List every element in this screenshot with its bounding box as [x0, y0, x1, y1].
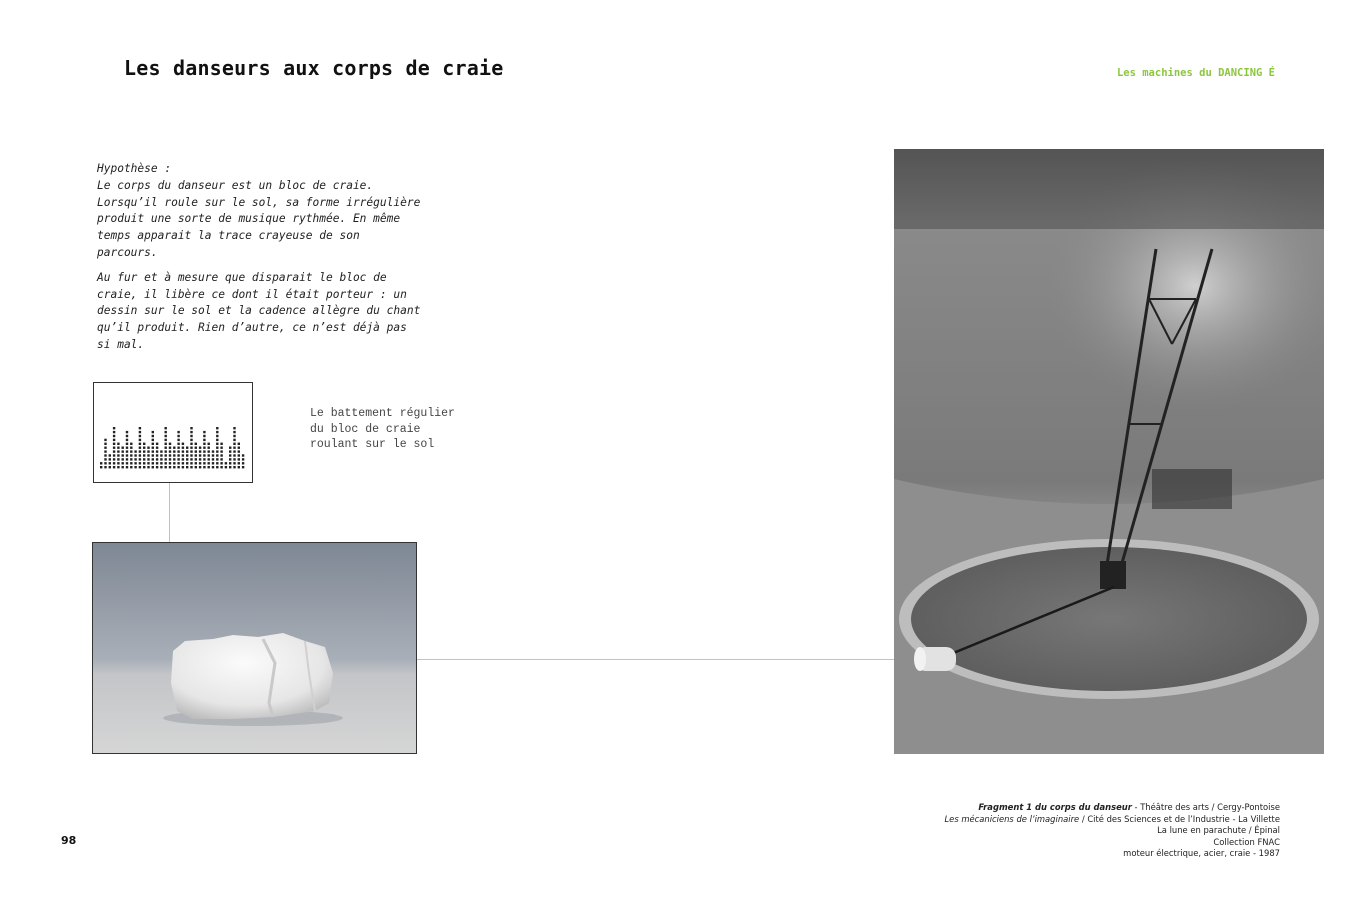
- text-line: qu’il produit. Rien d’autre, ce n’est déjà pas: [97, 321, 407, 335]
- text-line: Lorsqu’il roule sur le sol, sa forme irrégulière: [97, 195, 421, 209]
- page-title: Les danseurs aux corps de craie: [124, 56, 504, 80]
- section-title: Les machines du DANCING É: [1116, 67, 1275, 79]
- credit-exhibition-venue: / Cité des Sciences et de l’Industrie - La Villette: [1079, 813, 1280, 824]
- dancing-machine-photo: [894, 149, 1324, 754]
- credit-exhibition-title: Les mécaniciens de l’imaginaire: [944, 813, 1080, 824]
- text-line: temps apparait la trace crayeuse de son: [97, 229, 360, 243]
- text-line: craie, il libère ce dont il était porteur : un: [97, 287, 407, 301]
- caption-line: du bloc de craie: [310, 422, 421, 436]
- caption-line: Le battement régulier: [310, 407, 455, 420]
- chalk-block-image: [93, 543, 417, 754]
- caption-line: roulant sur le sol: [310, 438, 435, 451]
- chalk-block-photo: [92, 542, 417, 754]
- text-line: Au fur et à mesure que disparait le bloc de: [97, 270, 387, 284]
- credit-line-1: [945, 802, 1281, 814]
- text-line: Le corps du danseur est un bloc de craie.: [97, 178, 374, 192]
- text-line: Hypothèse :: [97, 162, 172, 175]
- credit-line-3: La lune en parachute / Épinal: [1157, 825, 1280, 835]
- credit-work-title: Fragment 1 du corps du danseur: [978, 802, 1132, 812]
- text-line: parcours.: [97, 245, 158, 259]
- connector-line-horizontal: [417, 659, 895, 660]
- text-line: dessin sur le sol et la cadence allègre du chant: [97, 304, 421, 318]
- page-number: 98: [61, 834, 77, 847]
- credit-line-5: moteur électrique, acier, craie - 1987: [1123, 848, 1280, 858]
- hypothesis-text: [97, 161, 427, 362]
- credit-venue: - Théâtre des arts / Cergy-Pontoise: [1131, 802, 1280, 812]
- credit-line-4: Collection FNAC: [1213, 836, 1280, 847]
- photo-credits: [945, 802, 1281, 860]
- beat-caption: [310, 406, 455, 453]
- hypothesis-paragraph-1: [97, 161, 427, 262]
- rhythm-dots: [94, 383, 252, 482]
- text-line: si mal.: [97, 337, 145, 351]
- connector-line-vertical: [169, 483, 170, 542]
- hypothesis-paragraph-2: [97, 270, 427, 354]
- text-line: produit une sorte de musique rythmée. En même: [97, 212, 401, 226]
- machine-image: [894, 149, 1324, 754]
- rhythm-pattern-diagram: [93, 382, 253, 483]
- credit-line-2: [945, 814, 1281, 826]
